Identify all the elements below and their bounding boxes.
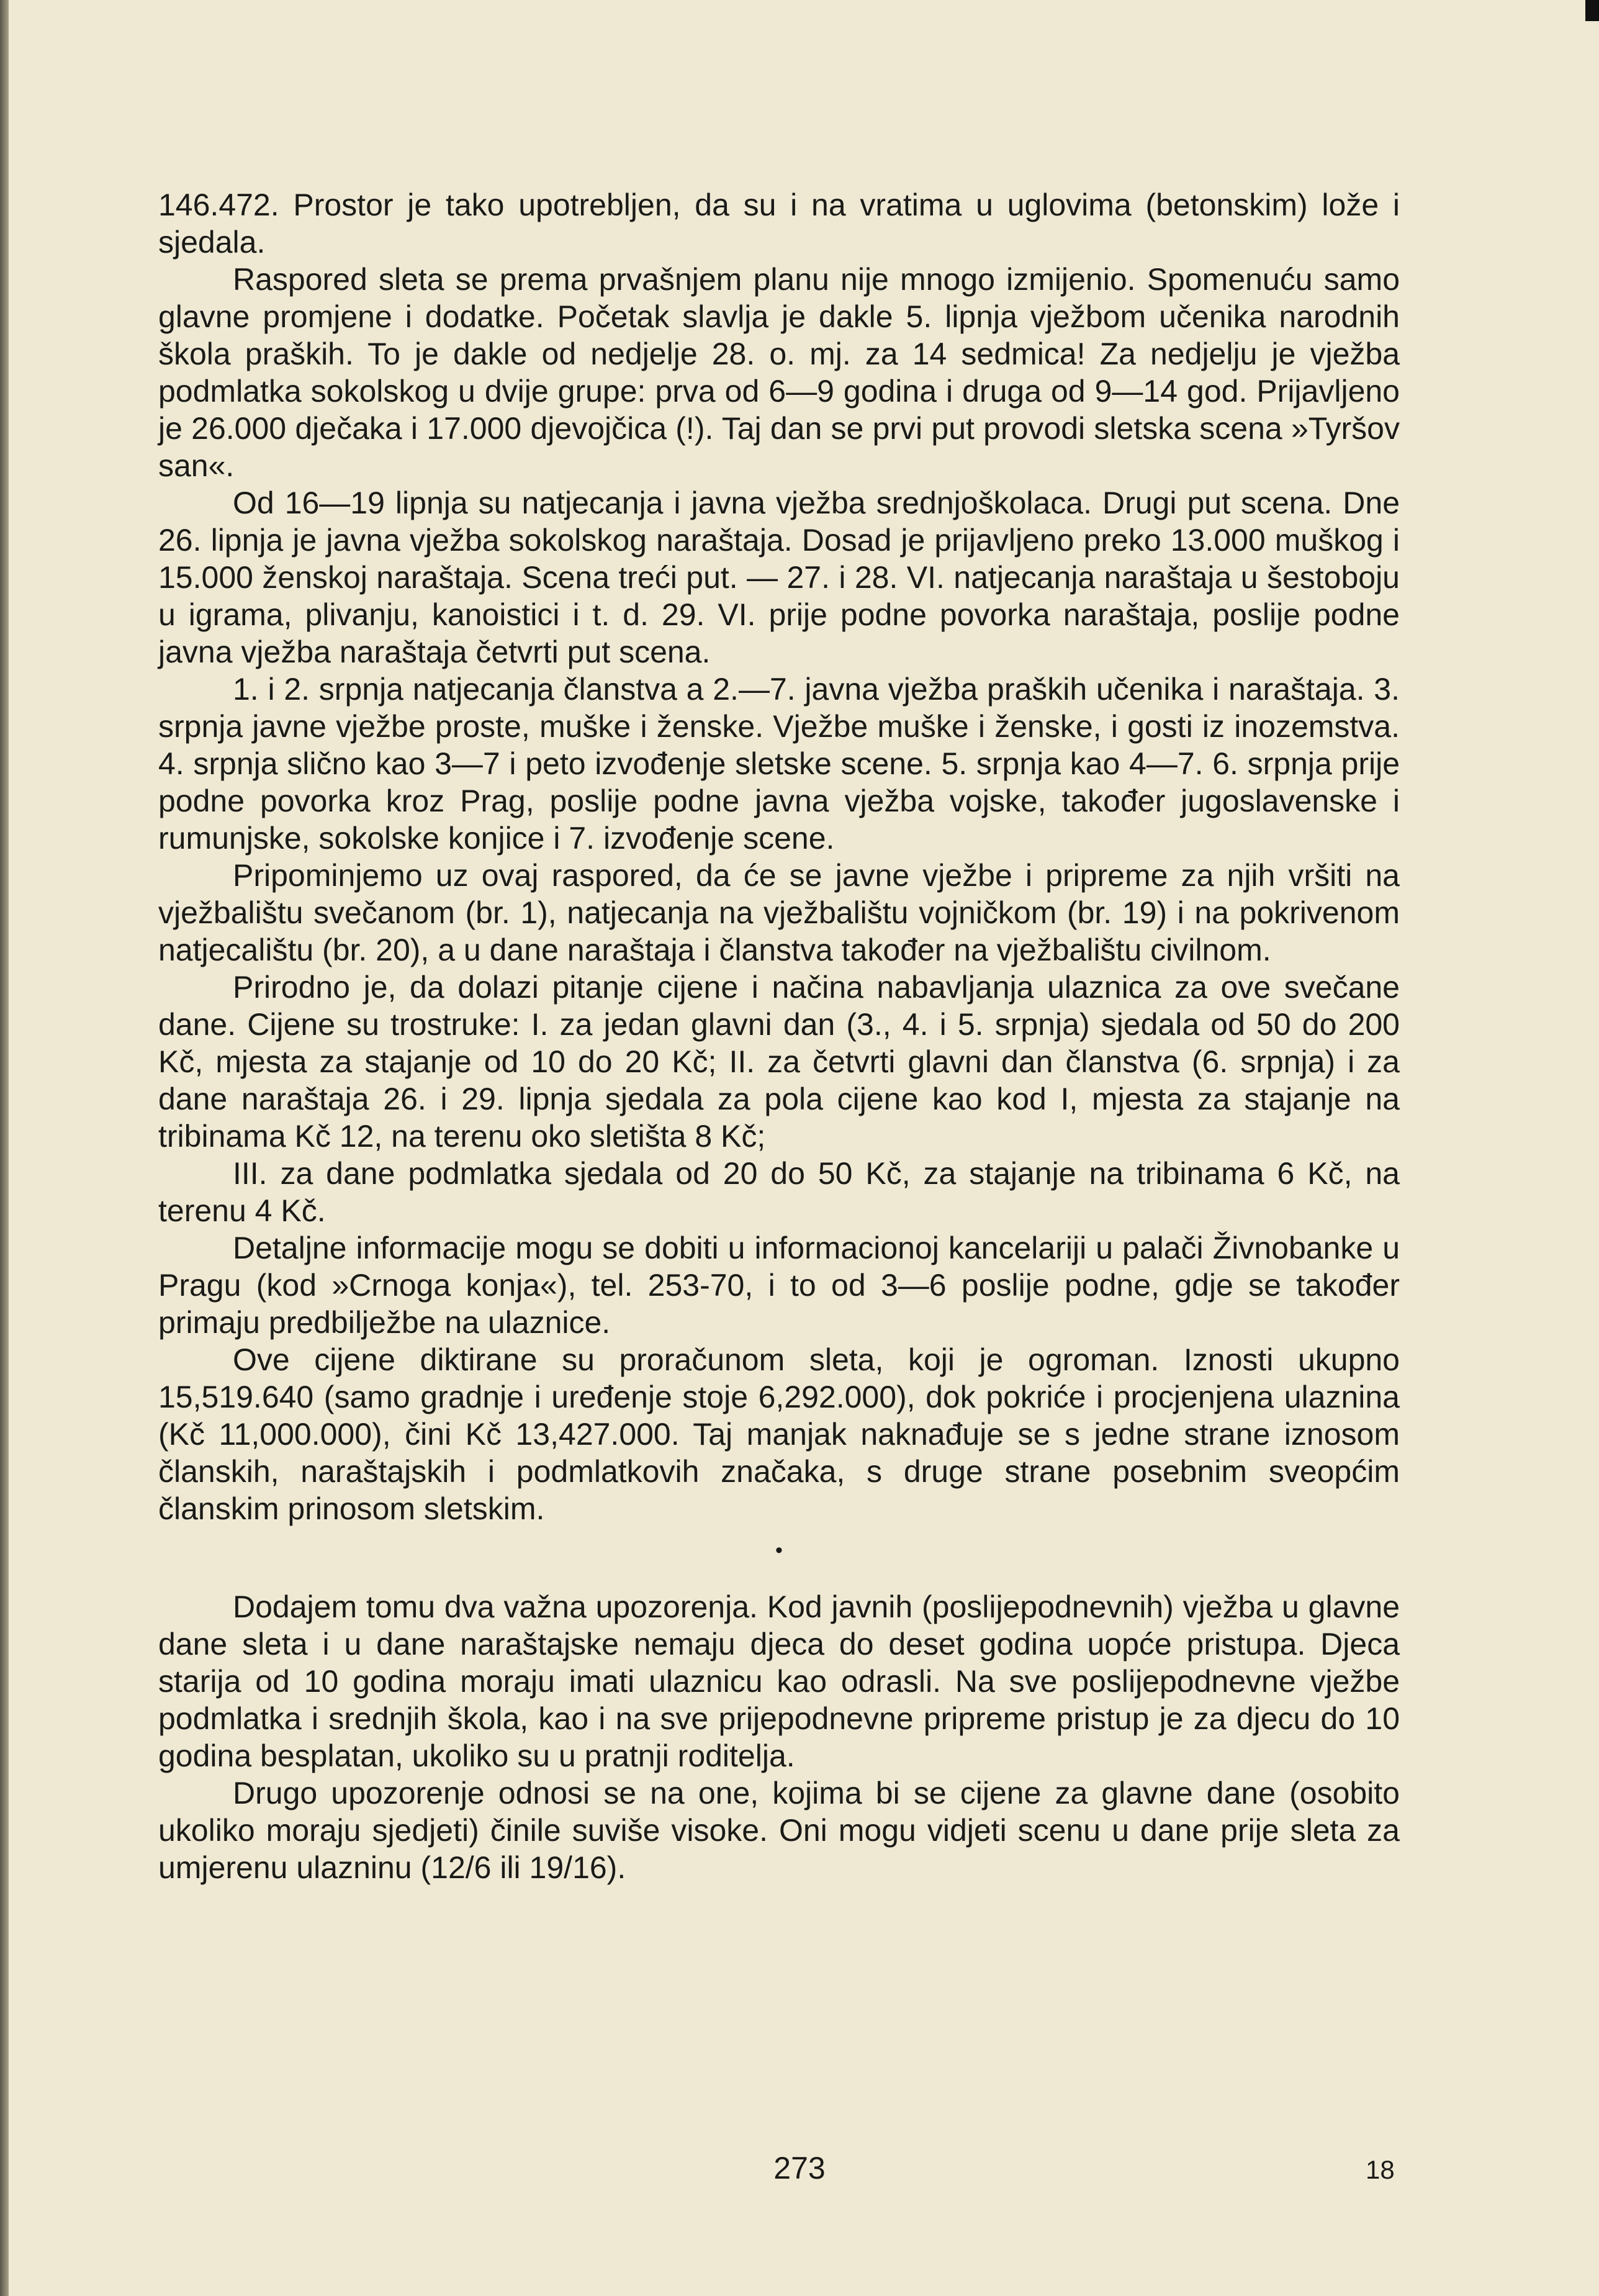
paragraph-continued: 146.472. Prostor je tako upotrebljen, da su i na vratima u uglovima (betonskim) lože i sjedala. (158, 188, 1400, 260)
paragraph-upozorenje-drugo: Drugo upozorenje odnosi se na one, kojima bi se cijene za glavne dane (osobito ukoliko moraju sjedjeti) činile suviše visoke. Oni mogu vidjeti scenu u dane prije sleta za umjerenu ulazninu (12/6 ili 19/16). (158, 1776, 1400, 1885)
paragraph-raspored: Raspored sleta se prema prvašnjem planu nije mnogo izmijenio. Spomenuću samo glavne promjene i dodatke. Početak slavlja je dakle 5. lipnja vježbom učenika narodnih škola praških. To je dakle od nedjelje 28. o. mj. za 14 sedmica! Za nedjelju je vježba podmlatka sokolskog u dvije grupe: prva od 6—9 godina i druga od 9—14 god. Prijavljeno je 26.000 dječaka i 17.000 djevojčica (!). Taj dan se prvi put provodi sletska scena »Tyršov san«. (158, 262, 1400, 483)
paragraph-vjezbaliste: Pripominjemo uz ovaj raspored, da će se javne vježbe i pripreme za njih vršiti na vježbalištu svečanom (br. 1), natjecanja na vježbalištu vojničkom (br. 19) i na pokrivenom natjecalištu (br. 20), a u dane naraštaja i članstva također na vježbalištu civilnom. (158, 858, 1400, 967)
paragraph-upozorenje-prvo: Dodajem tomu dva važna upozorenja. Kod javnih (poslijepodnevnih) vježba u glavne dane sleta i u dane naraštajske nemaju djeca do deset godina uopće pristupa. Djeca starija od 10 godina moraju imati ulaznicu kao odrasli. Na sve poslijepodnevne vježbe podmlatka i srednjih škola, kao i na sve prijepodnevne pripreme pristup je za djecu do 10 godina besplatan, ukoliko su u pratnji roditelja. (158, 1589, 1400, 1773)
paragraph-srednjoskolci: Od 16—19 lipnja su natjecanja i javna vježba srednjoškolaca. Drugi put scena. Dne 26. lipnja je javna vježba sokolskog naraštaja. Dosad je prijavljeno preko 13.000 muškog i 15.000 ženskoj naraštaja. Scena treći put. — 27. i 28. VI. natjecanja naraštaja u šestoboju u igrama, plivanju, kanoistici i t. d. 29. VI. prije podne povorka naraštaja, poslije podne javna vježba naraštaja četvrti put scena. (158, 486, 1400, 669)
paragraph-clanstvo: 1. i 2. srpnja natjecanja članstva a 2.—7. javna vježba praških učenika i naraštaja. 3. srpnja javne vježbe proste, muške i ženske. Vježbe muške i ženske, i gosti iz inozemstva. 4. srpnja slično kao 3—7 i peto izvođenje sletske scene. 5. srpnja kao 4—7. 6. srpnja prije podne povorka kroz Prag, poslije podne javna vježba vojske, također jugoslavenske i rumunjske, sokolske konjice i 7. izvođenje scene. (158, 672, 1400, 856)
paragraph-cijene: Prirodno je, da dolazi pitanje cijene i načina nabavljanja ulaznica za ove svečane dane. Cijene su trostruke: I. za jedan glavni dan (3., 4. i 5. srpnja) sjedala od 50 do 200 Kč, mjesta za stajanje od 10 do 20 Kč; II. za četvrti glavni dan članstva (6. srpnja) i za dane naraštaja 26. i 29. lipnja sjedala za pola cijene kao kod I, mjesta za stajanje na tribinama Kč 12, na terenu oko sletišta 8 Kč; (158, 970, 1400, 1154)
article-text (158, 186, 1400, 1886)
page-number: 273 (773, 2151, 826, 2185)
printer-signature-mark: 18 (1366, 2155, 1395, 2184)
paragraph-informacije: Detaljne informacije mogu se dobiti u informacionoj kancelariji u palači Živnobanke u Pragu (kod »Crnoga konja«), tel. 253-70, i to od 3—6 poslije podne, gdje se također primaju predbilježbe na ulaznice. (158, 1231, 1400, 1340)
page-spine-edge (0, 0, 9, 2296)
section-separator-bullet: • (775, 1539, 783, 1562)
scan-corner (1585, 0, 1599, 21)
paragraph-podmladak-cijene: III. za dane podmlatka sjedala od 20 do 50 Kč, za stajanje na tribinama 6 Kč, na terenu 4 Kč. (158, 1156, 1400, 1228)
paragraph-proracun: Ove cijene diktirane su proračunom sleta, koji je ogroman. Iznosti ukupno 15,519.640 (samo gradnje i uređenje stoje 6,292.000), dok pokriće i procjenjena ulaznina (Kč 11,000.000), čini Kč 13,427.000. Taj manjak naknađuje se s jedne strane iznosom članskih, naraštajskih i podmlatkovih značaka, s druge strane posebnim sveopćim članskim prinosom sletskim. (158, 1342, 1400, 1526)
